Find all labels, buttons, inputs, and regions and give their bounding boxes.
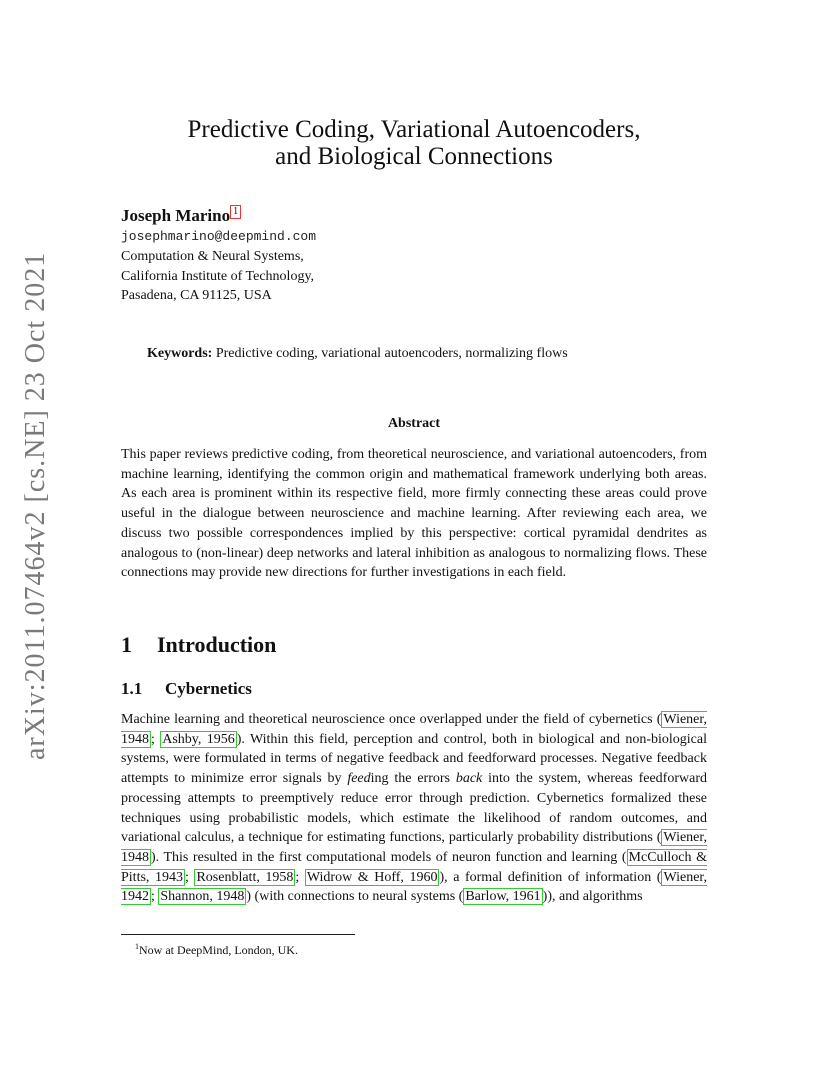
subsection-title: Cybernetics [165, 679, 252, 698]
abstract-text: This paper reviews predictive coding, from theoretical neuroscience, and variational autoencoders, from machine learning, identifying the common origin and mathematical framework underlying both areas. As each area is prominent within its respective field, more firmly connecting these areas could prove useful in the dialogue between neuroscience and machine learning. After reviewing each area, we discuss two possible correspondences implied by this perspective: cortical pyramidal dendrites as analogous to (non-linear) deep networks and lateral inhibition as analogous to normalizing flows. These connections may provide new directions for further investigations in each field. [121, 447, 707, 581]
text-run: ; [184, 869, 195, 885]
text-run: ; [151, 889, 159, 905]
author-block [121, 205, 316, 306]
footnote [135, 939, 298, 958]
citation-link[interactable]: Ashby, 1956 [162, 731, 235, 747]
affiliation-line-3: Pasadena, CA 91125, USA [121, 288, 272, 303]
citation-link[interactable]: Shannon, 1948 [160, 889, 245, 905]
text-run: ; [295, 869, 305, 885]
subsection-heading [121, 679, 252, 699]
citation-link[interactable]: Rosenblatt, 1958 [196, 869, 294, 885]
paper-title [0, 116, 828, 170]
section-title: Introduction [157, 632, 277, 657]
keywords [147, 344, 568, 364]
citation-link[interactable]: Barlow, 1961 [465, 889, 541, 905]
citation-link[interactable]: Wiener, 1942 [121, 869, 708, 905]
footnote-rule [121, 934, 355, 935]
author-footnote-link[interactable]: 1 [230, 205, 241, 219]
body-paragraph [121, 710, 707, 907]
citation-link[interactable]: McCulloch & Pitts, 1943 [121, 849, 707, 885]
text-run: ing the errors [370, 771, 456, 787]
author-name: Joseph Marino [121, 206, 231, 225]
footnote-mark: 1 [135, 942, 139, 951]
text-run: ). Within this field, perception and control, both in biological and non-biological systems, were formulated in terms of negative feedback and feedforward processes. Negative feedback attempts to minimize error signals by [121, 731, 707, 787]
text-run: ) (with connections to neural systems ( [246, 889, 464, 905]
text-run: ; [151, 731, 161, 747]
section-heading [121, 632, 276, 658]
text-run: into the system, whereas feedforward processing attempts to preemptively reduce error through prediction. Cybernetics formalized these techniques using probabilistic models, which estimate the likelihood of random outcomes, and variational calculus, a technique for estimating functions, particularly probability distributions ( [121, 771, 707, 846]
author-name-line [121, 205, 316, 227]
affiliation-line-2: California Institute of Technology, [121, 268, 315, 284]
text-run: ), a formal definition of information ( [439, 869, 662, 885]
citation-link[interactable]: Wiener, 1948 [121, 712, 707, 747]
text-run: Machine learning and theoretical neuroscience once overlapped under the field of cybernetics ( [121, 712, 662, 727]
section-number: 1 [121, 632, 132, 657]
abstract-heading: Abstract [387, 416, 441, 431]
text-run: ). This resulted in the first computational models of neuron function and learning ( [151, 849, 627, 865]
citation-link[interactable]: Wiener, 1948 [121, 830, 707, 865]
keywords-text: Predictive coding, variational autoencoders, normalizing flows [215, 346, 568, 361]
subsection-number: 1.1 [121, 679, 143, 698]
keywords-label: Keywords: [147, 346, 213, 361]
affiliation-line-1: Computation & Neural Systems, [121, 249, 304, 264]
emphasis: feed [347, 771, 371, 787]
author-email: josephmarino@deepmind.com [121, 229, 317, 244]
title-line-2: and Biological Connections [275, 143, 553, 170]
emphasis: back [455, 771, 483, 787]
citation-link[interactable]: Widrow & Hoff, 1960 [306, 869, 438, 885]
footnote-text: Now at DeepMind, London, UK. [139, 943, 298, 957]
text-run: )), and algorithms [542, 889, 643, 905]
title-line-1: Predictive Coding, Variational Autoencoders, [187, 116, 641, 143]
arxiv-side-stamp: arXiv:2011.07464v2 [cs.NE] 23 Oct 2021 [20, 251, 51, 760]
